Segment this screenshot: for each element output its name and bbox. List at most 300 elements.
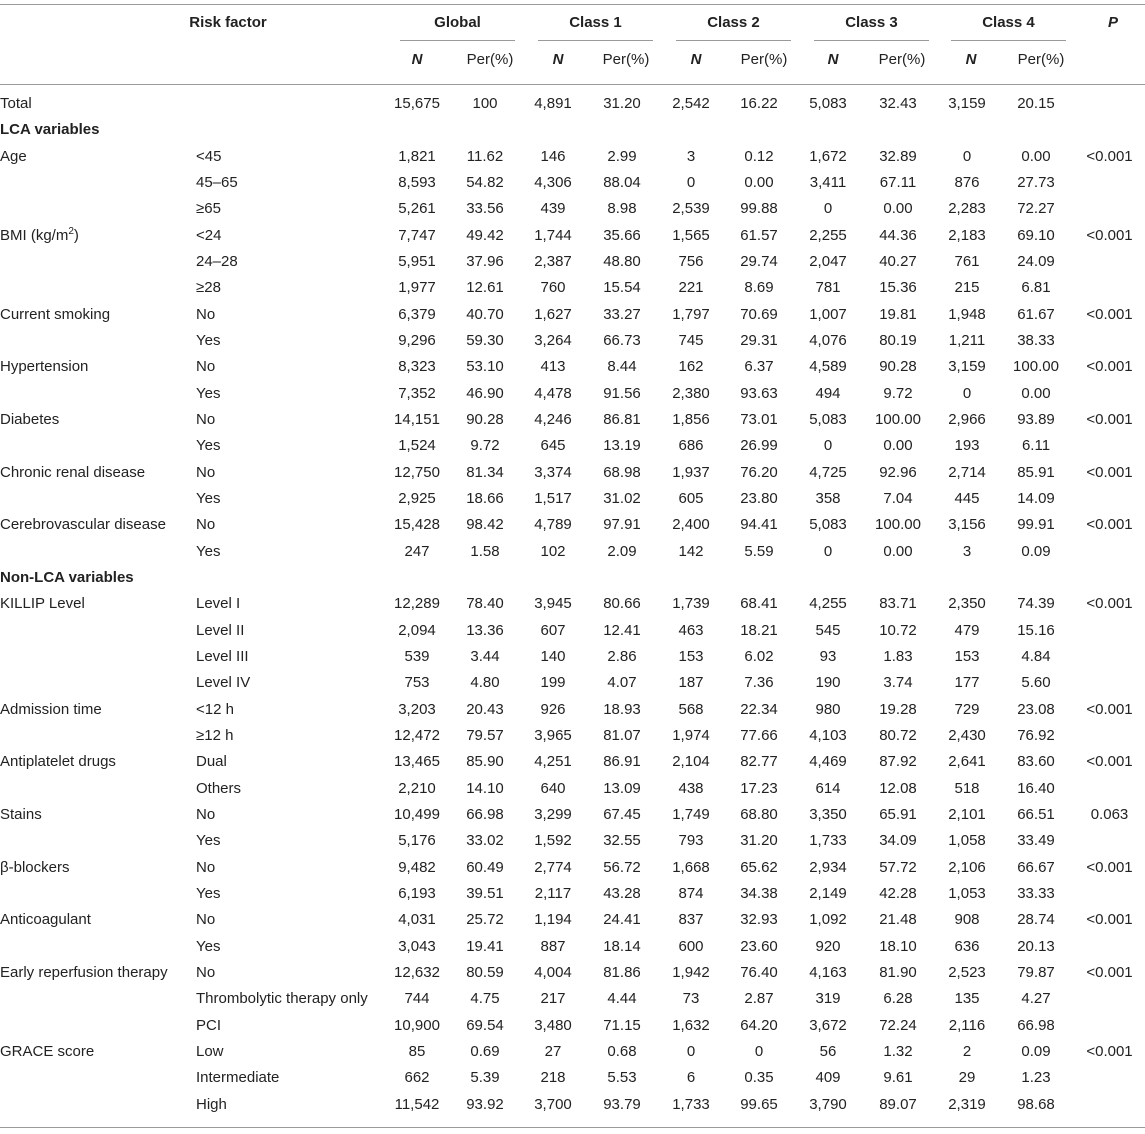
percent-cell: 42.28	[879, 885, 917, 902]
percent-cell: 80.19	[879, 332, 917, 350]
percent-cell: 4.44	[607, 990, 637, 1008]
level-cell: No	[196, 963, 216, 981]
p-value-cell	[1074, 170, 1145, 196]
n-cell: 142	[678, 542, 704, 560]
n-cell: 10,499	[394, 806, 440, 824]
p-value-cell: <0.001	[1086, 358, 1133, 376]
n-cell: 2,774	[534, 858, 572, 876]
p-value-cell: <0.001	[1086, 700, 1133, 718]
n-cell: 1,977	[398, 279, 436, 297]
percent-cell: 38.33	[1017, 332, 1055, 350]
risk-factor-cell	[0, 828, 196, 854]
percent-cell: 78.40	[466, 595, 504, 613]
percent-cell: 73.01	[740, 411, 778, 429]
percent-cell: 4.75	[470, 990, 500, 1008]
n-cell: 600	[678, 937, 704, 955]
n-cell: 153	[678, 648, 704, 666]
n-cell: 0	[686, 1042, 696, 1060]
percent-cell: 29.74	[740, 253, 778, 271]
risk-factor-cell	[0, 249, 196, 275]
percent-cell: 13.09	[603, 779, 641, 797]
n-cell: 2,387	[534, 253, 572, 271]
n-cell: 1,194	[534, 911, 572, 929]
percent-cell: 100.00	[1013, 358, 1059, 376]
p-value-cell	[1074, 91, 1145, 117]
global-header: Global	[434, 14, 481, 31]
risk-factor-cell	[0, 644, 196, 670]
n-cell: 215	[954, 279, 980, 297]
n-cell: 140	[540, 648, 566, 666]
n-cell: 2,117	[534, 885, 572, 902]
risk-factor-text: KILLIP Level	[0, 595, 85, 613]
percent-cell: 80.72	[879, 727, 917, 745]
percent-cell: 89.07	[879, 1095, 917, 1113]
risk-factor-text: GRACE score	[0, 1042, 95, 1060]
n-cell: 1,733	[672, 1095, 710, 1113]
percent-cell: 46.90	[466, 384, 504, 402]
percent-cell: 81.86	[603, 963, 641, 981]
percent-cell: 97.91	[603, 516, 641, 534]
n-cell: 15,675	[394, 95, 440, 113]
table-row	[0, 934, 1145, 960]
level-cell: Yes	[196, 885, 221, 902]
p-value-cell	[1074, 1065, 1145, 1091]
level-cell	[196, 91, 386, 117]
percent-cell: 76.20	[740, 463, 778, 481]
n-cell: 607	[540, 621, 566, 639]
percent-cell: 85.90	[466, 753, 504, 771]
percent-cell: 83.60	[1017, 753, 1055, 771]
table-row	[0, 1065, 1145, 1091]
p-value-cell	[1074, 828, 1145, 854]
n-cell: 1,517	[534, 490, 572, 508]
n-cell: 539	[404, 648, 430, 666]
level-cell: No	[196, 806, 216, 824]
percent-cell: 8.98	[607, 200, 637, 218]
table-row	[0, 460, 1145, 486]
n-cell: 8,593	[398, 174, 436, 192]
table-row	[0, 749, 1145, 775]
percent-cell: 81.34	[466, 463, 504, 481]
risk-factor-text: Anticoagulant	[0, 911, 91, 929]
percent-cell: 19.81	[879, 305, 917, 323]
class3-per-header: Per(%)	[878, 51, 926, 68]
percent-cell: 70.69	[740, 305, 778, 323]
n-cell: 3,480	[534, 1016, 572, 1034]
percent-cell: 18.21	[740, 621, 778, 639]
n-cell: 2,934	[809, 858, 847, 876]
risk-factor-text: Total	[0, 95, 32, 113]
percent-cell: 67.45	[603, 806, 641, 824]
risk-factor-text: Admission time	[0, 700, 102, 718]
percent-cell: 61.57	[740, 226, 778, 244]
p-header: P	[1107, 14, 1118, 31]
n-cell: 3	[686, 147, 696, 165]
p-value-cell	[1074, 934, 1145, 960]
risk-factor-text: BMI (kg/m	[0, 226, 69, 244]
risk-factor-cell	[0, 170, 196, 196]
p-value-cell: 0.063	[1090, 806, 1129, 824]
percent-cell: 64.20	[740, 1016, 778, 1034]
n-cell: 218	[540, 1069, 566, 1087]
n-cell: 2,106	[948, 858, 986, 876]
percent-cell: 31.02	[603, 490, 641, 508]
n-cell: 781	[815, 279, 841, 297]
data-table	[0, 91, 1145, 1118]
p-value-cell: <0.001	[1086, 516, 1133, 534]
n-cell: 1,211	[948, 332, 986, 350]
percent-cell: 13.19	[603, 437, 641, 455]
percent-cell: 13.36	[466, 621, 504, 639]
n-cell: 0	[962, 384, 972, 402]
risk-factor-cell	[0, 723, 196, 749]
n-cell: 413	[540, 358, 566, 376]
n-cell: 4,725	[809, 463, 847, 481]
percent-cell: 98.68	[1017, 1095, 1055, 1113]
percent-cell: 82.77	[740, 753, 778, 771]
n-cell: 7,352	[398, 384, 436, 402]
n-cell: 2,116	[948, 1016, 986, 1034]
n-cell: 3,350	[809, 806, 847, 824]
p-value-cell	[1074, 1012, 1145, 1038]
percent-cell: 24.09	[1017, 253, 1055, 271]
class4-header: Class 4	[982, 14, 1035, 31]
n-cell: 4,789	[534, 516, 572, 534]
n-cell: 4,306	[534, 174, 572, 192]
percent-cell: 28.74	[1017, 911, 1055, 929]
n-cell: 2,283	[948, 200, 986, 218]
n-cell: 4,004	[534, 963, 572, 981]
percent-cell: 80.66	[603, 595, 641, 613]
n-cell: 1,053	[948, 885, 986, 902]
percent-cell: 44.36	[879, 226, 917, 244]
table-row	[0, 328, 1145, 354]
n-cell: 3,965	[534, 727, 572, 745]
n-cell: 162	[678, 358, 704, 376]
level-cell: No	[196, 911, 216, 929]
p-value-cell: <0.001	[1086, 226, 1133, 244]
p-value-cell: <0.001	[1086, 305, 1133, 323]
n-cell: 2,101	[948, 806, 986, 824]
n-cell: 10,900	[394, 1016, 440, 1034]
n-cell: 5,951	[398, 253, 436, 271]
n-cell: 102	[540, 542, 566, 560]
n-cell: 12,472	[394, 727, 440, 745]
n-cell: 2,210	[398, 779, 436, 797]
percent-cell: 23.08	[1017, 700, 1055, 718]
level-cell: Level I	[196, 595, 241, 613]
global-per-header: Per(%)	[466, 51, 514, 68]
percent-cell: 76.92	[1017, 727, 1055, 745]
n-cell: 3,790	[809, 1095, 847, 1113]
percent-cell: 17.23	[740, 779, 778, 797]
percent-cell: 9.61	[883, 1069, 913, 1087]
table-row	[0, 407, 1145, 433]
risk-factor-text: Stains	[0, 806, 42, 824]
p-value-cell: <0.001	[1086, 463, 1133, 481]
n-cell: 2,104	[672, 753, 710, 771]
percent-cell: 67.11	[879, 174, 917, 192]
n-cell: 4,589	[809, 358, 847, 376]
table-row	[0, 539, 1145, 565]
n-cell: 5,083	[809, 516, 847, 534]
percent-cell: 10.72	[879, 621, 917, 639]
percent-cell: 6.37	[744, 358, 774, 376]
n-cell: 793	[678, 832, 704, 850]
n-cell: 0	[686, 174, 696, 192]
level-cell: 45–65	[196, 174, 238, 192]
section-row	[0, 117, 1145, 143]
n-cell: 1,565	[672, 226, 710, 244]
n-cell: 221	[678, 279, 704, 297]
n-cell: 4,891	[534, 95, 572, 113]
n-cell: 874	[678, 885, 704, 902]
n-cell: 6	[686, 1069, 696, 1087]
percent-cell: 86.81	[603, 411, 641, 429]
percent-cell: 59.30	[466, 332, 504, 350]
table-row	[0, 249, 1145, 275]
n-cell: 190	[815, 674, 841, 692]
n-cell: 93	[819, 648, 837, 666]
percent-cell: 66.73	[603, 332, 641, 350]
n-cell: 12,632	[394, 963, 440, 981]
risk-factor-cell	[0, 407, 196, 433]
p-value-cell	[1074, 275, 1145, 301]
level-cell: Yes	[196, 437, 221, 455]
percent-cell: 33.02	[466, 832, 504, 850]
percent-cell: 0.00	[883, 437, 913, 455]
percent-cell: 32.55	[603, 832, 641, 850]
percent-cell: 91.56	[603, 384, 641, 402]
table-row	[0, 881, 1145, 907]
n-cell: 1,672	[809, 147, 847, 165]
percent-cell: 0.09	[1021, 1042, 1051, 1060]
class1-per-header: Per(%)	[602, 51, 650, 68]
percent-cell: 86.91	[603, 753, 641, 771]
n-cell: 744	[404, 990, 430, 1008]
n-cell: 4,478	[534, 384, 572, 402]
n-cell: 4,163	[809, 963, 847, 981]
percent-cell: 76.40	[740, 963, 778, 981]
n-cell: 2,925	[398, 490, 436, 508]
n-cell: 0	[962, 147, 972, 165]
n-cell: 146	[540, 147, 566, 165]
n-cell: 1,749	[672, 806, 710, 824]
n-cell: 3,945	[534, 595, 572, 613]
percent-cell: 6.81	[1021, 279, 1051, 297]
n-cell: 1,739	[672, 595, 710, 613]
bottom-rule	[0, 1127, 1145, 1128]
percent-cell: 15.16	[1017, 621, 1055, 639]
n-cell: 4,255	[809, 595, 847, 613]
table-row	[0, 960, 1145, 986]
class4-per-header: Per(%)	[1017, 51, 1065, 68]
risk-factor-cell	[0, 802, 196, 828]
percent-cell: 9.72	[883, 384, 913, 402]
n-cell: 1,627	[534, 305, 572, 323]
percent-cell: 18.10	[879, 937, 917, 955]
risk-factor-text: β-blockers	[0, 858, 70, 876]
p-value-cell: <0.001	[1086, 1042, 1133, 1060]
percent-cell: 53.10	[466, 358, 504, 376]
risk-factor-cell	[0, 986, 196, 1012]
risk-factor-text: Antiplatelet drugs	[0, 753, 116, 771]
n-cell: 85	[408, 1042, 426, 1060]
n-cell: 1,524	[398, 437, 436, 455]
percent-cell: 31.20	[740, 832, 778, 850]
p-value-cell	[1074, 249, 1145, 275]
percent-cell: 5.59	[744, 542, 774, 560]
n-cell: 217	[540, 990, 566, 1008]
n-cell: 479	[954, 621, 980, 639]
percent-cell: 71.15	[603, 1016, 641, 1034]
class1-underline	[538, 40, 653, 41]
n-cell: 445	[954, 490, 980, 508]
percent-cell: 61.67	[1017, 305, 1055, 323]
n-cell: 2,047	[809, 253, 847, 271]
percent-cell: 8.69	[744, 279, 774, 297]
level-cell: No	[196, 305, 216, 323]
percent-cell: 0.00	[883, 200, 913, 218]
percent-cell: 66.98	[466, 806, 504, 824]
percent-cell: 19.28	[879, 700, 917, 718]
risk-factor-cell	[0, 1012, 196, 1038]
level-cell: Yes	[196, 332, 221, 350]
percent-cell: 69.54	[466, 1016, 504, 1034]
n-cell: 837	[678, 911, 704, 929]
level-cell: No	[196, 516, 216, 534]
percent-cell: 68.98	[603, 463, 641, 481]
percent-cell: 16.40	[1017, 779, 1055, 797]
risk-factor-cell	[0, 433, 196, 459]
percent-cell: 66.51	[1017, 806, 1055, 824]
percent-cell: 20.13	[1017, 937, 1055, 955]
n-cell: 2,094	[398, 621, 436, 639]
table-row	[0, 776, 1145, 802]
table-row	[0, 144, 1145, 170]
p-value-cell	[1074, 433, 1145, 459]
percent-cell: 93.89	[1017, 411, 1055, 429]
table-row	[0, 828, 1145, 854]
risk-factor-cell	[0, 223, 196, 249]
risk-factor-cell	[0, 91, 196, 117]
table-row	[0, 986, 1145, 1012]
percent-cell: 99.65	[740, 1095, 778, 1113]
percent-cell: 92.96	[879, 463, 917, 481]
percent-cell: 65.62	[740, 858, 778, 876]
risk-factor-cell	[0, 670, 196, 696]
n-cell: 1,592	[534, 832, 572, 850]
percent-cell: 93.79	[603, 1095, 641, 1113]
p-value-cell	[1074, 381, 1145, 407]
n-cell: 1,797	[672, 305, 710, 323]
percent-cell: 18.66	[466, 490, 504, 508]
percent-cell: 56.72	[603, 858, 641, 876]
n-cell: 2,400	[672, 516, 710, 534]
n-cell: 193	[954, 437, 980, 455]
percent-cell: 69.10	[1017, 226, 1055, 244]
risk-factor-text: Current smoking	[0, 305, 111, 323]
percent-cell: 83.71	[879, 595, 917, 613]
n-cell: 3,672	[809, 1016, 847, 1034]
percent-cell: 9.72	[470, 437, 500, 455]
table-row	[0, 1012, 1145, 1038]
percent-cell: 93.63	[740, 384, 778, 402]
percent-cell: 20.43	[466, 700, 504, 718]
risk-factor-cell	[0, 328, 196, 354]
table-row	[0, 275, 1145, 301]
percent-cell: 21.48	[879, 911, 917, 929]
top-rule	[0, 4, 1145, 5]
class2-n-header: N	[690, 51, 702, 68]
percent-cell: 8.44	[607, 358, 637, 376]
percent-cell: 0	[754, 1042, 764, 1060]
n-cell: 15,428	[394, 516, 440, 534]
percent-cell: 4.80	[470, 674, 500, 692]
risk-factor-cell	[0, 486, 196, 512]
n-cell: 1,007	[809, 305, 847, 323]
risk-factor-cell	[0, 591, 196, 617]
percent-cell: 6.11	[1021, 437, 1051, 455]
risk-factor-text: Age	[0, 147, 27, 165]
percent-cell: 72.27	[1017, 200, 1055, 218]
level-cell: No	[196, 358, 216, 376]
percent-cell: 4.27	[1021, 990, 1051, 1008]
n-cell: 745	[678, 332, 704, 350]
n-cell: 614	[815, 779, 841, 797]
n-cell: 2	[962, 1042, 972, 1060]
n-cell: 645	[540, 437, 566, 455]
table-row	[0, 1039, 1145, 1065]
class3-header: Class 3	[845, 14, 898, 31]
risk-factor-cell	[0, 381, 196, 407]
percent-cell: 23.80	[740, 490, 778, 508]
percent-cell: 1.23	[1021, 1069, 1051, 1087]
n-cell: 0	[823, 437, 833, 455]
level-cell: ≥65	[196, 200, 221, 218]
p-value-cell: <0.001	[1086, 858, 1133, 876]
n-cell: 3,374	[534, 463, 572, 481]
percent-cell: 54.82	[466, 174, 504, 192]
percent-cell: 66.67	[1017, 858, 1055, 876]
p-value-cell	[1074, 986, 1145, 1012]
percent-cell: 80.59	[466, 963, 504, 981]
n-cell: 2,430	[948, 727, 986, 745]
n-cell: 3	[962, 542, 972, 560]
n-cell: 2,319	[948, 1095, 986, 1113]
percent-cell: 34.38	[740, 885, 778, 902]
percent-cell: 81.90	[879, 963, 917, 981]
n-cell: 5,083	[809, 411, 847, 429]
percent-cell: 18.93	[603, 700, 641, 718]
class3-n-header: N	[827, 51, 839, 68]
class2-header: Class 2	[707, 14, 760, 31]
n-cell: 438	[678, 779, 704, 797]
percent-cell: 33.27	[603, 305, 641, 323]
percent-cell: 1.83	[883, 648, 913, 666]
percent-cell: 0.00	[744, 174, 774, 192]
percent-cell: 68.80	[740, 806, 778, 824]
level-cell: Intermediate	[196, 1069, 280, 1087]
p-value-cell	[1074, 328, 1145, 354]
n-cell: 463	[678, 621, 704, 639]
risk-factor-cell	[0, 1039, 196, 1065]
p-value-cell	[1074, 723, 1145, 749]
n-cell: 4,251	[534, 753, 572, 771]
n-cell: 494	[815, 384, 841, 402]
class2-underline	[676, 40, 791, 41]
percent-cell: 0.00	[883, 542, 913, 560]
